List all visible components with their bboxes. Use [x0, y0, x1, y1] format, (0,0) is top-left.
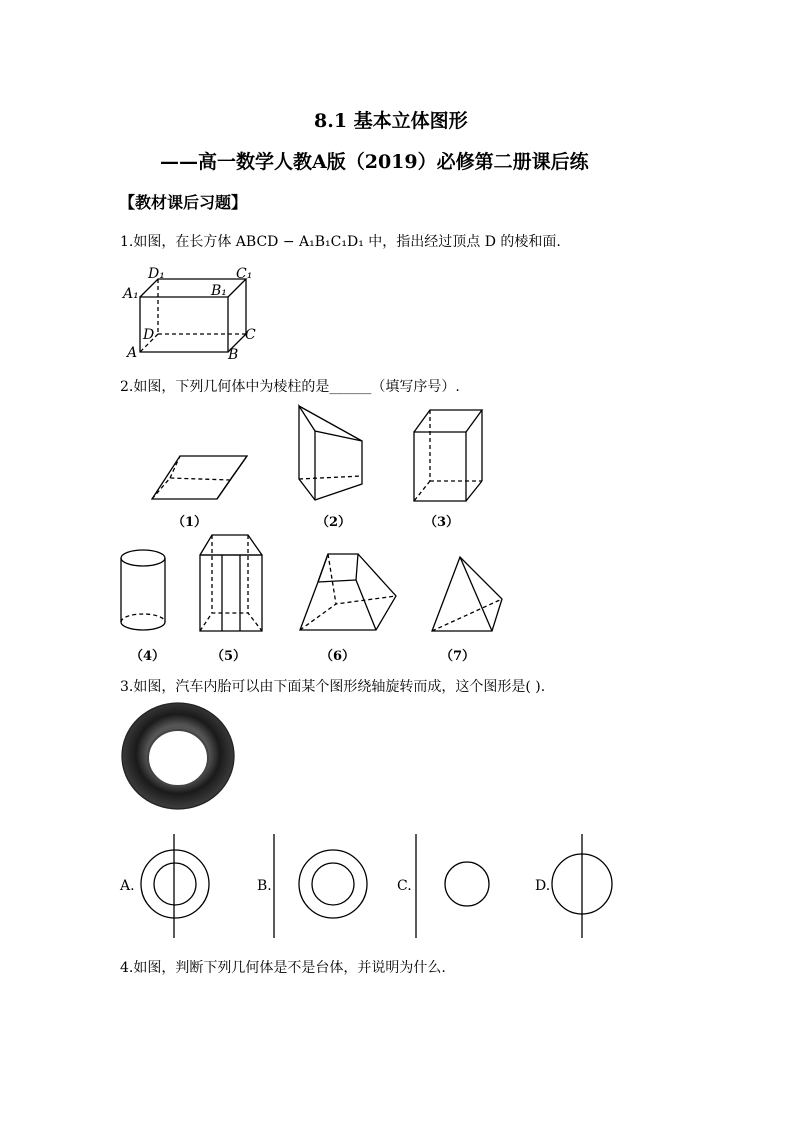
solid-2: [295, 404, 370, 504]
option-A-figure[interactable]: [138, 832, 218, 942]
solid-1: [150, 450, 260, 505]
label-A: A: [127, 345, 138, 361]
label-D1: D₁: [148, 266, 165, 282]
solid-2-label: （2）: [316, 515, 352, 530]
option-C-figure[interactable]: [412, 832, 497, 942]
option-A-label[interactable]: A.: [120, 878, 135, 894]
solid-7: [430, 555, 506, 635]
solid-6-label: （6）: [320, 649, 356, 664]
label-B1: B₁: [211, 283, 227, 299]
page-title: 8.1 基本立体图形: [314, 110, 468, 132]
solid-5: [198, 533, 268, 635]
label-B: B: [228, 347, 239, 363]
option-B-figure[interactable]: [270, 832, 360, 942]
solid-4-label: （4）: [130, 649, 166, 664]
solid-3-label: （3）: [424, 515, 460, 530]
option-D-figure[interactable]: [550, 832, 620, 942]
option-C-label[interactable]: C.: [397, 878, 412, 894]
tire-image: [120, 702, 236, 812]
question-4-text: 4.如图，判断下列几何体是不是台体，并说明为什么.: [120, 960, 446, 976]
label-A1: A₁: [123, 286, 139, 302]
question-3-text: 3.如图，汽车内胎可以由下面某个图形绕轴旋转而成，这个图形是( ).: [120, 679, 546, 695]
solid-5-label: （5）: [211, 649, 247, 664]
label-C: C: [245, 327, 256, 343]
solid-7-label: （7）: [440, 649, 476, 664]
option-B-label[interactable]: B.: [257, 878, 272, 894]
solid-6: [296, 552, 401, 634]
section-heading: 【教材课后习题】: [119, 193, 248, 212]
label-C1: C₁: [236, 266, 253, 282]
question-2-text: 2.如图，下列几何体中为棱柱的是______（填写序号）.: [120, 379, 460, 395]
solid-4: [118, 548, 170, 638]
page-subtitle: ——高一数学人教A版（2019）必修第二册课后练: [160, 151, 589, 173]
solid-3: [410, 406, 480, 506]
label-D: D: [143, 327, 155, 343]
solid-1-label: （1）: [172, 515, 208, 530]
option-D-label[interactable]: D.: [535, 878, 551, 894]
question-1-text: 1.如图，在长方体 ABCD − A₁B₁C₁D₁ 中，指出经过顶点 D 的棱和面.: [120, 234, 561, 250]
